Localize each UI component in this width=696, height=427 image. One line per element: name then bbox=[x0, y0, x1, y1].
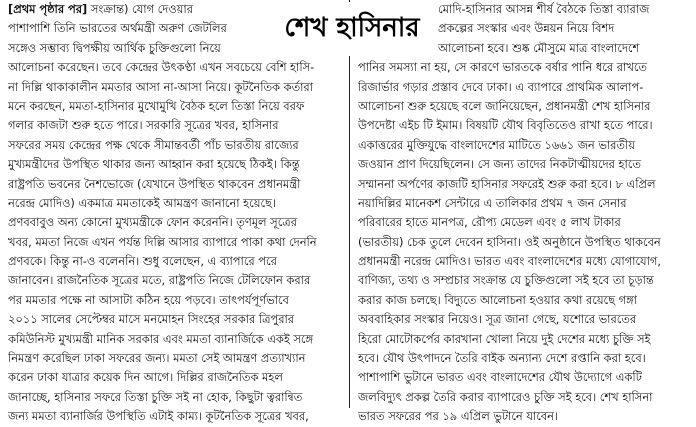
text-line: পাশাপাশি তিনি ভারতের অর্থমন্ত্রী অরুণ জেটলির bbox=[8, 21, 227, 36]
text-line: সফরের সময় কেন্দ্রের পক্ষ থেকে সীমান্তবর্তী পাঁচ ভারতীয় রাজ্যের bbox=[8, 137, 299, 152]
text-line: একাত্তরের মুক্তিযুদ্ধে বাংলাদেশের মাটিতে ১৬৬১ জন ভারতীয় bbox=[358, 137, 635, 152]
text-line: (ভারতীয়) চেক তুলে দেবেন হাসিনা। ওই অনুষ্ঠানে উপস্থিত থাকবেন bbox=[358, 234, 661, 249]
text-line: না দিল্লি থাকাকালীন মমতার আসা না-আসা নিয়ে। কূটনৈতিক কর্তারা bbox=[8, 79, 313, 94]
text-line: আলোচনা হবে। শুষ্ক মৌসুমে মাত্র বাংলাদেশে bbox=[438, 40, 640, 55]
text-line: মোদি-হাসিনার আসন্ন শীর্ষ বৈঠকে তিস্তা ব্যারাজ bbox=[438, 2, 650, 16]
text-line: উপদেষ্টা এইচ টি ইমাম। বিষয়টি যৌথ বিবৃতিতেও রাখা হতে পারে। bbox=[358, 118, 653, 133]
text-line: ভারত সফরের পর ১৯ এপ্রিল ভুটানে যাবেন। bbox=[358, 409, 559, 424]
right-column bbox=[358, 0, 690, 427]
text-line: পর মমতার পক্ষে না আসাটা কঠিন হয়ে পড়বে। তাৎপর্যপূর্ণভাবে bbox=[8, 292, 289, 307]
text-line: আলোচনা করেছেন। তবে কেন্দ্রের উৎকণ্ঠা এখন সবচেয়ে বেশি হাসি- bbox=[8, 60, 315, 75]
text-line: মুখ্যমন্ত্রীদের উপস্থিত থাকার জন্য আহ্বান করা হয়েছে ঠিকই। কিন্তু bbox=[8, 157, 300, 172]
text-line: কমিউনিস্ট মুখ্যমন্ত্রী মানিক সরকার এবং মমতা ব্যানার্জিকে একই সঙ্গে bbox=[8, 331, 314, 346]
text-line: রিজার্ভার গড়ার প্রস্তাব দেবে ঢাকা। এ ব্যাপারে প্রাথমিক আলাপ- bbox=[358, 79, 644, 94]
text-line: পানির সমস্যা না হয়, সে কারণে ভারতকে বর্ষার পানি ধরে রাখতে bbox=[358, 60, 647, 75]
text-line: হবে। যৌথ উৎপাদনে তৈরি বাইক অন্যান্য দেশে রপ্তানি করা হবে। bbox=[358, 351, 646, 366]
text-line: খবর, মমতা নিজে এখন পর্যন্ত দিল্লি আসার ব্যাপারে পাকা কথা দেননি bbox=[8, 234, 317, 249]
text-line: হিরো মোটোকর্পের কারখানা খোলা নিয়ে দুই দেশের মধ্যে চুক্তি সই bbox=[358, 331, 651, 346]
text-line: প্রণবকে। কিন্তু না-ও বলেননি। শুধু বলেছেন, এ ব্যাপারে পরে bbox=[8, 254, 277, 269]
text-line: করার কাজ চলছে। বিদ্যুতে আলোচনা হওয়ার কথা রয়েছে গঙ্গা bbox=[358, 292, 637, 307]
text-line: নয়াদিল্লির মানেকশ সেন্টারে এ তালিকার প্রথম ৭ জন সেনার bbox=[358, 195, 627, 210]
text-line: সম্মাননা অর্পণের কাজটি হাসিনার সফরেই শুরু করা হবে। ৮ এপ্রিল bbox=[358, 176, 656, 191]
text-line: সঙ্গেও সম্ভাব্য দ্বিপক্ষীয় আর্থিক চুক্তিগুলো নিয়ে bbox=[8, 40, 221, 55]
left-column bbox=[8, 0, 344, 427]
headline: শেখ হাসিনার bbox=[268, 2, 436, 56]
text-line: মনে করছেন, মমতা-হাসিনার মুখোমুখি বৈঠক হলে তিস্তা নিয়ে বরফ bbox=[8, 98, 305, 113]
text-line: প্রধানমন্ত্রী নরেন্দ্র মোদিও। ভারত এবং বাংলাদেশের মধ্যে যোগাযোগ, bbox=[358, 254, 661, 269]
text-line-content: সংক্রান্ত) যোগ দেওয়ার bbox=[90, 2, 193, 16]
text-line: জানাবেন। রাজনৈতিক সূত্রের মতে, রাষ্ট্রপতি নিজে টেলিফোন করার bbox=[8, 273, 311, 288]
text-line: জানাচ্ছে, হাসিনার সফরে তিস্তা চুক্তি সই না হোক, কিছুটা ত্বরান্বিত bbox=[8, 389, 303, 404]
text-line: করেন ঢাকা যাত্রার কয়েক দিন আগে। দিল্লির রাজনৈতিক মহল bbox=[8, 370, 283, 385]
text-line: অববাহিকার সংস্কার নিয়েও। সূত্র জানা গেছে, যশোরে ভারতের bbox=[358, 312, 637, 327]
text-line: পাশাপাশি ভুটানে ভারত এবং বাংলাদেশের যৌথ উদ্যোগে একটি bbox=[358, 370, 642, 385]
text-line: প্রকল্পের সংস্কার এবং উন্নয়ন নিয়ে বিশদ bbox=[438, 21, 615, 36]
text-line: ২০১১ সালের সেপ্টেম্বর মাসে মনমোহন সিংহের সরকার ত্রিপুরার bbox=[8, 312, 295, 327]
continued-kicker: [প্রথম পৃষ্ঠার পর] bbox=[8, 2, 88, 16]
text-line: আলোচনা শুরু হয়েছে বলে জানিয়েছেন, প্রধানমন্ত্রী শেখ হাসিনার bbox=[358, 98, 651, 113]
text-line bbox=[8, 0, 264, 19]
text-line: পরিবারের হাতে মানপত্র, রৌপ্য মেডেল এবং ৫ লাখ টাকার bbox=[358, 215, 621, 230]
text-line: গলার কাজটা শুরু হতে পারে। সরকারি সূত্রের খবর, হাসিনার bbox=[8, 118, 279, 133]
text-line: নিমন্ত্রণ করেছিল ঢাকা সফরের জন্য। মমতা সেই আমন্ত্রণ প্রত্যাখ্যান bbox=[8, 351, 306, 366]
text-line: জন্য মমতা ব্যানার্জির উপস্থিতি এটাই কাম্য। কূটনৈতিক সূত্রের খবর, bbox=[8, 409, 309, 424]
text-line: রাষ্ট্রপতি ভবনের নৈশভোজে (যেখানে উপস্থিত থাকবেন প্রধানমন্ত্রী bbox=[8, 176, 301, 191]
text-line: নরেন্দ্র মোদিও) একমাত্র মমতাকেই আমন্ত্রণ জানানো হয়েছে। bbox=[8, 195, 277, 210]
text-line: বাণিজ্য, তথ্য ও সম্প্রচার সংক্রান্ত যে চুক্তিগুলো সই হবে তা চূড়ান্ত bbox=[358, 273, 654, 288]
text-line: জওয়ান প্রাণ দিয়েছিলেন। সে জন্য তাদের নিকটাত্মীয়দের হাতে bbox=[358, 157, 641, 172]
column-divider bbox=[349, 0, 350, 408]
text-line: জলবিদ্যুৎ প্রকল্প তৈরি করার ব্যাপারেও চুক্তি সই হবে। শেখ হাসিনা bbox=[358, 389, 653, 404]
text-line: প্রণববাবুও অন্য কোনো মুখ্যমন্ত্রীকে ফোন করেননি। তৃণমূল সূত্রের bbox=[8, 215, 297, 230]
